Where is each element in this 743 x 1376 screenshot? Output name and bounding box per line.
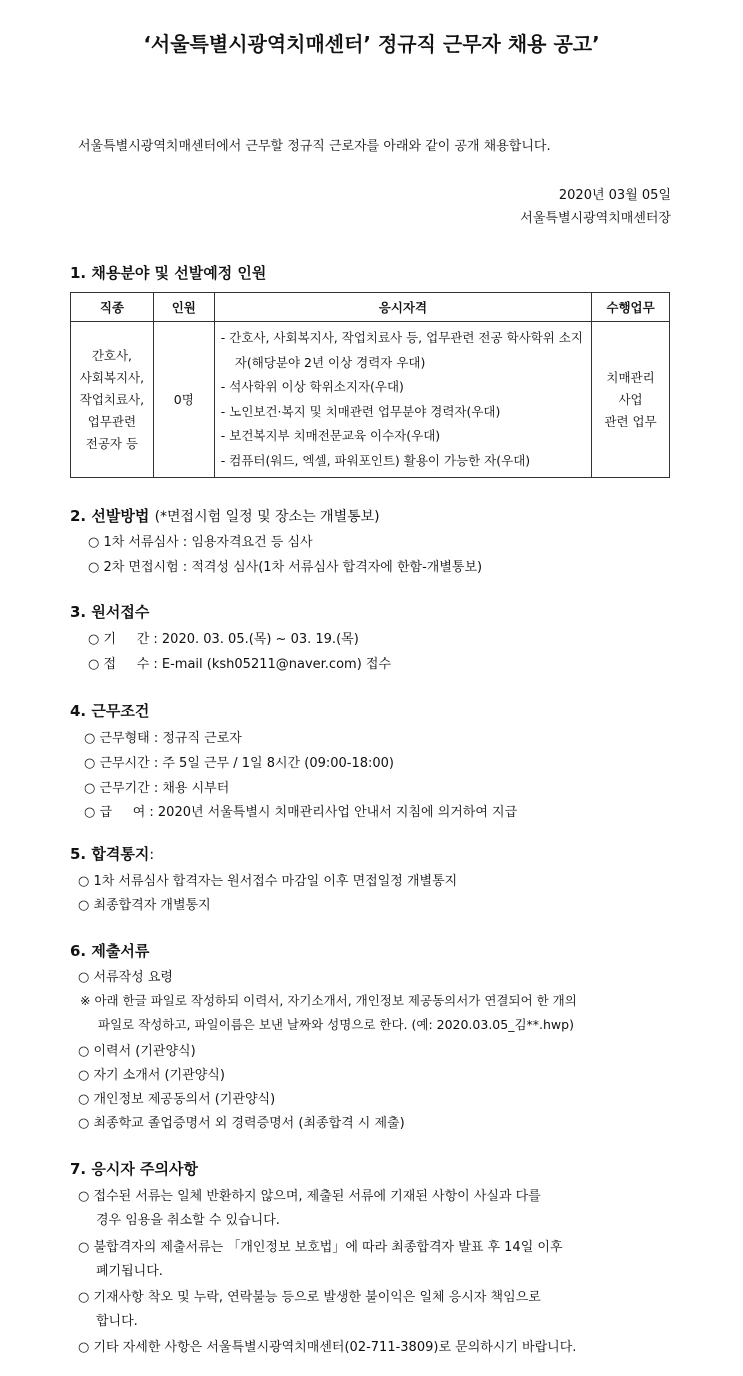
list-item: ○ 1차 서류심사 : 임용자격요건 등 심사 bbox=[88, 535, 313, 550]
list-item: ○ 급 여 : 2020년 서울특별시 치매관리사업 안내서 지침에 의거하여 지급 bbox=[84, 805, 518, 820]
qualification-item: - 노인보건·복지 및 치매관련 업무분야 경력자(우대) bbox=[220, 403, 501, 419]
job-line: 작업치료사, bbox=[79, 391, 145, 407]
section-2-title: 2. 선발방법 bbox=[70, 507, 150, 525]
header-count: 인원 bbox=[153, 293, 214, 322]
list-item: ○ 기타 자세한 사항은 서울특별시광역치매센터(02-711-3809)로 문의하시기 바랍니다. bbox=[78, 1340, 577, 1355]
recruitment-table bbox=[70, 292, 670, 478]
list-item: 파일로 작성하고, 파일이름은 보낸 날짜와 성명으로 한다. (예: 2020.03.05_김**.hwp) bbox=[98, 1017, 574, 1032]
list-item: ○ 이력서 (기관양식) bbox=[78, 1044, 196, 1059]
section-1-heading: 1. 채용분야 및 선발예정 인원 bbox=[70, 264, 267, 282]
section-7-heading: 7. 응시자 주의사항 bbox=[70, 1160, 199, 1178]
table-row bbox=[71, 322, 670, 478]
intro-text: 서울특별시광역치매센터에서 근무할 정규직 근로자를 아래와 같이 공개 채용합니다. bbox=[78, 139, 551, 154]
list-item: ○ 서류작성 요령 bbox=[78, 970, 173, 985]
qualification-item: - 컴퓨터(워드, 엑셀, 파워포인트) 활용이 가능한 자(우대) bbox=[220, 452, 531, 468]
duty-line: 사업 bbox=[618, 391, 643, 407]
list-item: ○ 근무기간 : 채용 시부터 bbox=[84, 781, 230, 796]
list-item: 합니다. bbox=[96, 1314, 138, 1329]
job-cell bbox=[71, 322, 154, 478]
list-item: 경우 임용을 취소할 수 있습니다. bbox=[96, 1213, 280, 1228]
qualification-cell bbox=[214, 322, 591, 478]
section-2-heading bbox=[70, 505, 380, 526]
list-item: ○ 1차 서류심사 합격자는 원서접수 마감일 이후 면접일정 개별통지 bbox=[78, 874, 458, 889]
list-item: ○ 접 수 : E-mail (ksh05211@naver.com) 접수 bbox=[88, 657, 392, 672]
list-item: ○ 2차 면접시험 : 적격성 심사(1차 서류심사 합격자에 한함-개별통보) bbox=[88, 560, 483, 575]
list-item: ○ 최종학교 졸업증명서 외 경력증명서 (최종합격 시 제출) bbox=[78, 1116, 405, 1131]
section-3-heading: 3. 원서접수 bbox=[70, 603, 150, 621]
page-title: ‘서울특별시광역치매센터’ 정규직 근무자 채용 공고’ bbox=[143, 32, 600, 56]
header-job: 직종 bbox=[71, 293, 154, 322]
issue-date: 2020년 03월 05일 bbox=[558, 188, 671, 203]
qualification-item: - 간호사, 사회복지사, 작업치료사 등, 업무관련 전공 학사학위 소지자(해당분야 2년 이상 경력자 우대) bbox=[220, 330, 583, 370]
list-item: ○ 최종합격자 개별통지 bbox=[78, 898, 211, 913]
job-line: 간호사, bbox=[91, 347, 133, 363]
section-5-colon: : bbox=[149, 847, 155, 863]
qualification-item: - 보건복지부 치매전문교육 이수자(우대) bbox=[220, 428, 441, 443]
list-item: ○ 기 간 : 2020. 03. 05.(목) ~ 03. 19.(목) bbox=[88, 632, 359, 647]
list-item: ○ 근무형태 : 정규직 근로자 bbox=[84, 731, 242, 746]
list-item: ※ 아래 한글 파일로 작성하되 이력서, 자기소개서, 개인정보 제공동의서가 연결되어 한 개의 bbox=[80, 993, 577, 1008]
issuer: 서울특별시광역치매센터장 bbox=[520, 211, 671, 226]
issue-block bbox=[520, 184, 671, 230]
table-header-row bbox=[71, 293, 670, 322]
section-5-heading bbox=[70, 843, 154, 864]
qualification-item: - 석사학위 이상 학위소지자(우대) bbox=[220, 379, 404, 394]
job-line: 전공자 등 bbox=[85, 435, 139, 451]
header-qualification: 응시자격 bbox=[214, 293, 591, 322]
header-duty: 수행업무 bbox=[592, 293, 670, 322]
duty-line: 치매관리 bbox=[606, 369, 655, 385]
section-4-heading: 4. 근무조건 bbox=[70, 702, 150, 720]
list-item: ○ 기재사항 착오 및 누락, 연락불능 등으로 발생한 불이익은 일체 응시자 책임으로 bbox=[78, 1290, 541, 1305]
duty-line: 관련 업무 bbox=[604, 413, 657, 429]
section-2-note: (*면접시험 일정 및 장소는 개별통보) bbox=[154, 509, 380, 525]
list-item: ○ 개인정보 제공동의서 (기관양식) bbox=[78, 1092, 276, 1107]
section-5-title: 5. 합격통지 bbox=[70, 845, 150, 863]
duty-cell bbox=[592, 322, 670, 478]
list-item: ○ 접수된 서류는 일체 반환하지 않으며, 제출된 서류에 기재된 사항이 사실과 다를 bbox=[78, 1189, 541, 1204]
job-line: 사회복지사, bbox=[79, 369, 145, 385]
section-6-heading: 6. 제출서류 bbox=[70, 942, 150, 960]
list-item: ○ 불합격자의 제출서류는 「개인정보 보호법」에 따라 최종합격자 발표 후 14일 이후 bbox=[78, 1240, 563, 1255]
list-item: ○ 근무시간 : 주 5일 근무 / 1일 8시간 (09:00-18:00) bbox=[84, 756, 395, 771]
count-cell: 0명 bbox=[153, 322, 214, 478]
list-item: 폐기됩니다. bbox=[96, 1264, 163, 1279]
list-item: ○ 자기 소개서 (기관양식) bbox=[78, 1068, 225, 1083]
job-line: 업무관련 bbox=[87, 413, 137, 429]
